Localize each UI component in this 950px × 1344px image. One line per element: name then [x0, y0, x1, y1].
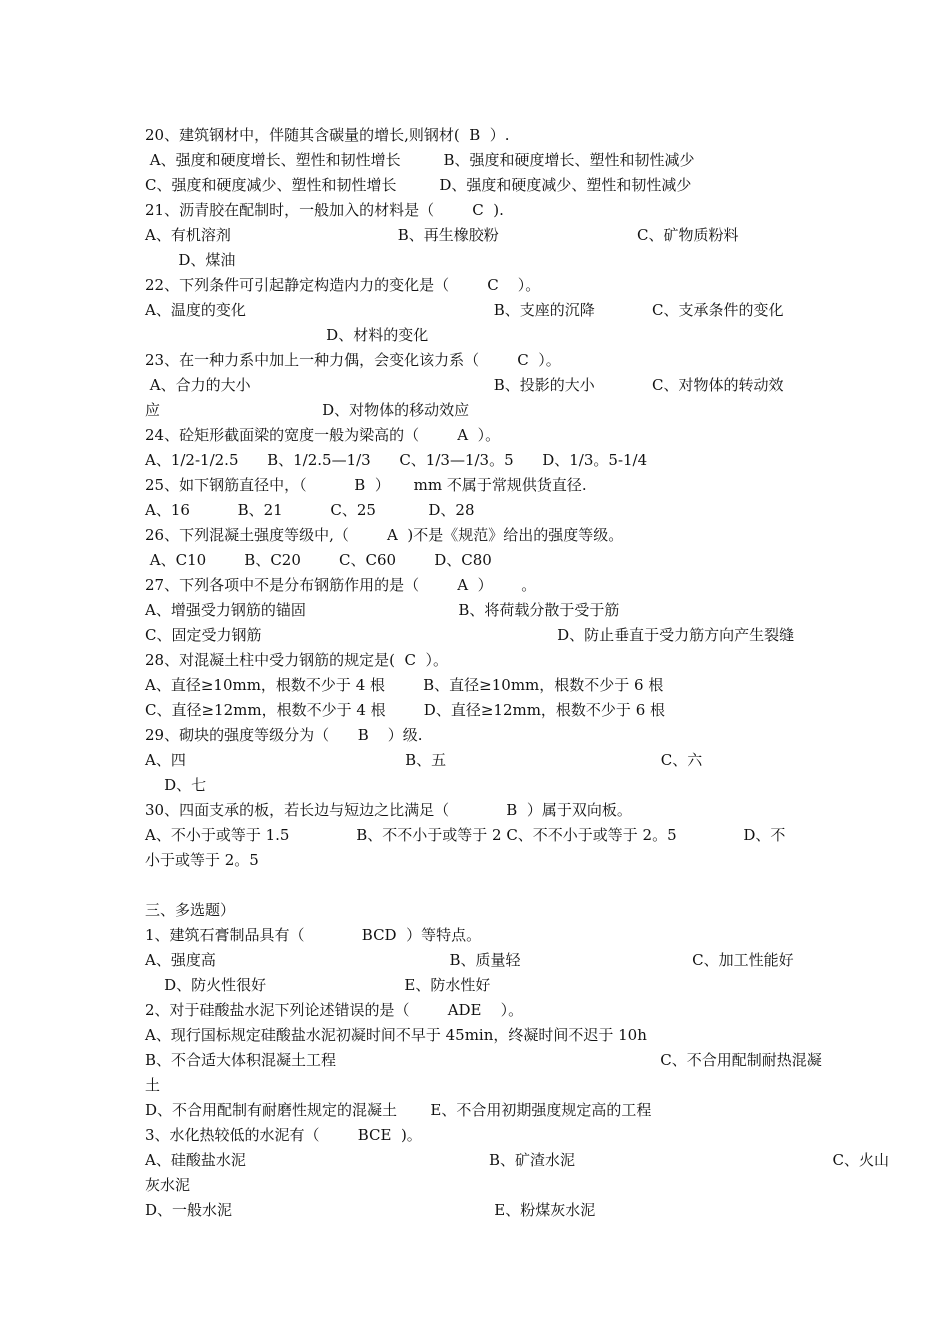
question-21-stem: 21、沥青胶在配制时，一般加入的材料是（ C ).	[145, 201, 504, 219]
question-27-stem: 27、下列各项中不是分布钢筋作用的是（ A ） 。	[145, 576, 537, 594]
mc-question-2-option-a: A、现行国标规定硅酸盐水泥初凝时间不早于 45min，终凝时间不迟于 10h	[145, 1026, 647, 1044]
question-29-option-d: D、七	[145, 776, 207, 794]
question-20-stem: 20、建筑钢材中，伴随其含碳量的增长,则钢材( B ）.	[145, 126, 510, 144]
question-21-option-d: D、煤油	[145, 251, 236, 269]
section-heading-multiple-choice: 三、多选题）	[145, 901, 236, 919]
question-25-stem: 25、如下钢筋直径中，（ B ） mm 不属于常规供货直径.	[145, 476, 587, 494]
question-30-options-cont: 小于或等于 2。5	[145, 851, 259, 869]
question-28-options-ab: A、直径≥10mm，根数不少于 4 根 B、直径≥10mm，根数不少于 6 根	[145, 676, 664, 694]
mc-question-1-options: A、强度高 B、质量轻 C、加工性能好	[145, 951, 794, 969]
question-29-stem: 29、砌块的强度等级分为（ B ）级.	[145, 726, 423, 744]
question-21-options: A、有机溶剂 B、再生橡胶粉 C、矿物质粉料	[145, 226, 739, 244]
question-22-options: A、温度的变化 B、支座的沉降 C、支承条件的变化	[145, 301, 784, 319]
mc-question-3-options-de: D、一般水泥 E、粉煤灰水泥	[145, 1201, 596, 1219]
mc-question-3-options: A、硅酸盐水泥 B、矿渣水泥 C、火山	[145, 1151, 889, 1169]
mc-question-1-options-de: D、防火性很好 E、防水性好	[145, 976, 491, 994]
question-20-options-cd: C、强度和硬度减少、塑性和韧性增长 D、强度和硬度减少、塑性和韧性减少	[145, 176, 692, 194]
mc-question-3-options-cont: 灰水泥	[145, 1176, 191, 1194]
question-25-options: A、16 B、21 C、25 D、28	[145, 501, 475, 519]
mc-question-2-stem: 2、对于硅酸盐水泥下列论述错误的是（ ADE ）。	[145, 1001, 524, 1019]
question-26-options: A、C10 B、C20 C、C60 D、C80	[145, 551, 492, 569]
question-30-stem: 30、四面支承的板，若长边与短边之比满足（ B ）属于双向板。	[145, 801, 632, 819]
question-27-options-cd: C、固定受力钢筋 D、防止垂直于受力筋方向产生裂缝	[145, 626, 795, 644]
mc-question-1-stem: 1、建筑石膏制品具有（ BCD ）等特点。	[145, 926, 482, 944]
mc-question-2-options-cont: 土	[145, 1076, 161, 1094]
question-23-stem: 23、在一种力系中加上一种力偶，会变化该力系（ C ）。	[145, 351, 561, 369]
question-28-stem: 28、对混凝土柱中受力钢筋的规定是( C ）。	[145, 651, 448, 669]
question-26-stem: 26、下列混凝土强度等级中,（ A )不是《规范》给出的强度等级。	[145, 526, 624, 544]
question-29-options: A、四 B、五 C、六	[145, 751, 703, 769]
question-22-stem: 22、下列条件可引起静定构造内力的变化是（ C ）。	[145, 276, 541, 294]
mc-question-2-options-bc: B、不合适大体积混凝土工程 C、不合用配制耐热混凝	[145, 1051, 822, 1069]
question-22-option-d: D、材料的变化	[145, 326, 429, 344]
question-23-options: A、合力的大小 B、投影的大小 C、对物体的转动效	[145, 376, 784, 394]
question-23-options-cont: 应 D、对物体的移动效应	[145, 401, 470, 419]
question-28-options-cd: C、直径≥12mm，根数不少于 4 根 D、直径≥12mm，根数不少于 6 根	[145, 701, 666, 719]
question-20-options-ab: A、强度和硬度增长、塑性和韧性增长 B、强度和硬度增长、塑性和韧性减少	[145, 151, 695, 169]
mc-question-3-stem: 3、水化热较低的水泥有（ BCE )。	[145, 1126, 422, 1144]
question-24-stem: 24、砼矩形截面梁的宽度一般为梁高的（ A ）。	[145, 426, 501, 444]
question-30-options: A、不小于或等于 1.5 B、不不小于或等于 2 C、不不小于或等于 2。5 D、不	[145, 826, 786, 844]
question-27-options-ab: A、增强受力钢筋的锚固 B、将荷载分散于受于筋	[145, 601, 620, 619]
mc-question-2-options-de: D、不合用配制有耐磨性规定的混凝土 E、不合用初期强度规定高的工程	[145, 1101, 652, 1119]
question-24-options: A、1/2-1/2.5 B、1/2.5—1/3 C、1/3—1/3。5 D、1/3。5-1/4	[145, 451, 648, 469]
